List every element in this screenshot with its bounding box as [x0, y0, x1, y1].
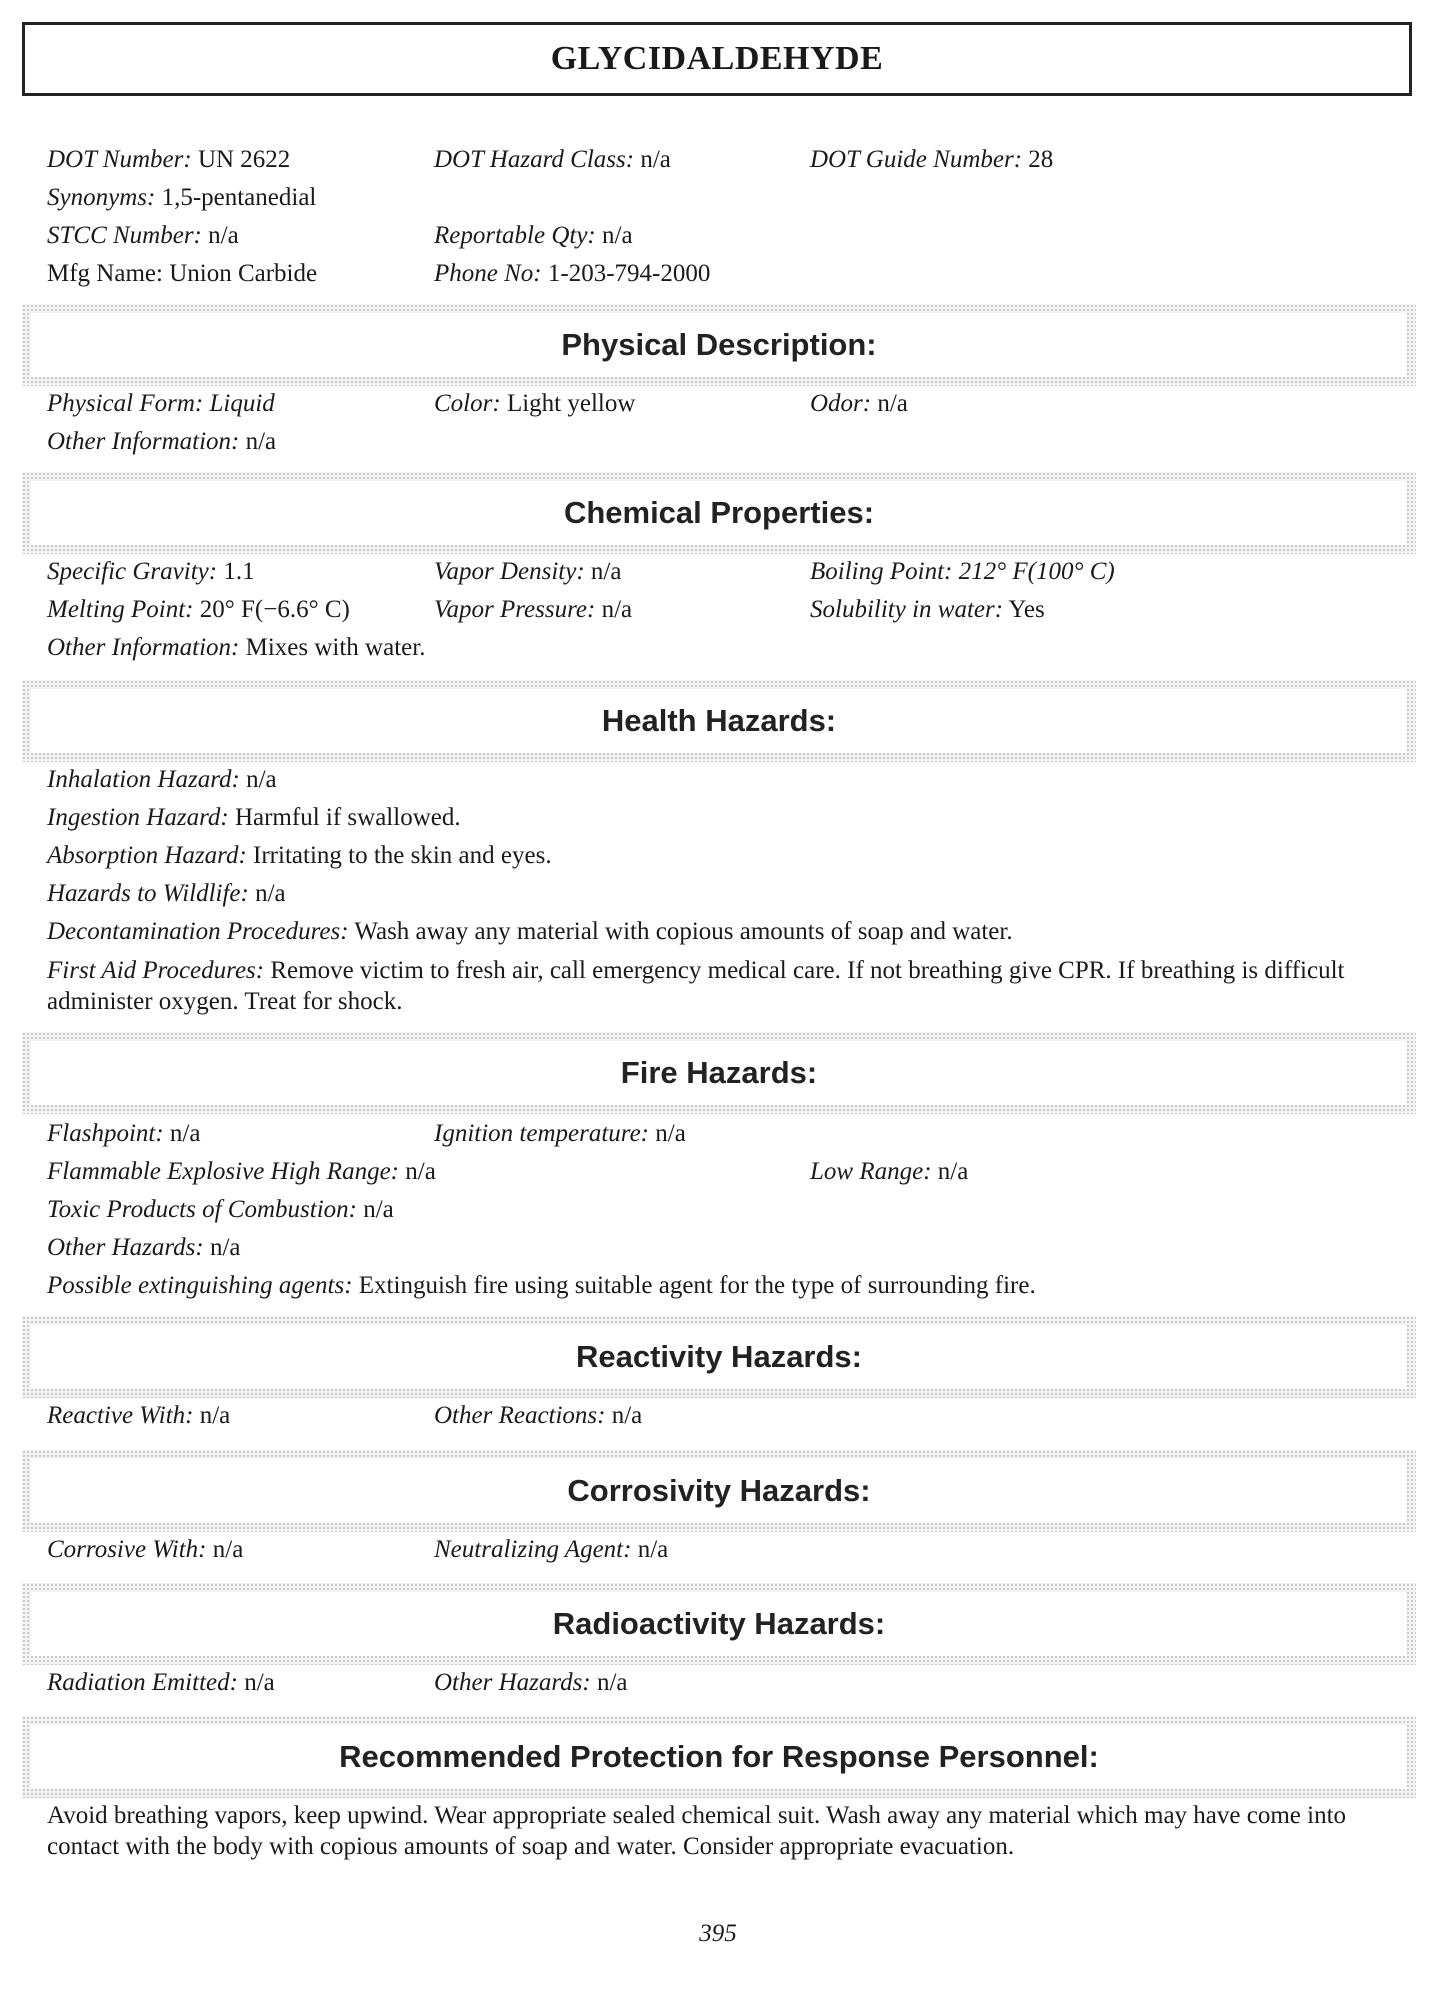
extinguishing-agents-field: Possible extinguishing agents: Extinguish fire using suitable agent for the type of surrounding fire.: [47, 1272, 1036, 1299]
header-row-2: [0, 180, 1436, 216]
other-reactions-field: Other Reactions: n/a: [434, 1402, 643, 1429]
page-number: 395: [699, 1920, 737, 1947]
stcc-number-field: STCC Number: n/a: [47, 222, 239, 249]
low-range-field: Low Range: n/a: [810, 1158, 969, 1185]
specific-gravity-field: Specific Gravity: 1.1: [47, 558, 255, 585]
synonyms-field: Synonyms: 1,5-pentanedial: [47, 184, 317, 211]
health-hazards-heading: Health Hazards:: [601, 703, 837, 738]
dot-number-field: DOT Number: UN 2622: [47, 146, 291, 173]
header-row-3: [0, 218, 1436, 254]
fire-row-3: [0, 1192, 1436, 1228]
chemical-other-information-field: Other Information: Mixes with water.: [47, 634, 426, 661]
chemical-properties-heading: Chemical Properties:: [563, 495, 875, 530]
page-title: GLYCIDALDEHYDE: [550, 40, 884, 77]
radioactivity-hazards-heading: Radioactivity Hazards:: [552, 1606, 886, 1641]
flammable-high-range-field: Flammable Explosive High Range: n/a: [47, 1158, 436, 1185]
reactivity-row: [0, 1398, 1436, 1434]
fire-row-1: [0, 1116, 1436, 1152]
protection-text: Avoid breathing vapors, keep upwind. Wear appropriate sealed chemical suit. Wash away any material which may have come into contact with the body with copious amounts of soap and water. Consider appropriate evacuation.: [47, 1802, 1347, 1860]
neutralizing-agent-field: Neutralizing Agent: n/a: [434, 1536, 669, 1563]
physical-description-band: [22, 304, 1416, 386]
phone-no-field: Phone No: 1-203-794-2000: [434, 260, 711, 287]
health-row-1: [0, 762, 1436, 798]
decontamination-procedures-field: Decontamination Procedures: Wash away any material with copious amounts of soap and water.: [47, 918, 1013, 945]
radioactivity-hazards-band: [22, 1583, 1416, 1665]
reportable-qty-field: Reportable Qty: n/a: [434, 222, 633, 249]
chemical-row-1: [0, 554, 1436, 590]
physical-form-field: Physical Form: Liquid: [47, 390, 275, 417]
header-row-4: [0, 256, 1436, 292]
vapor-pressure-field: Vapor Pressure: n/a: [434, 596, 633, 623]
radioactivity-other-hazards-field: Other Hazards: n/a: [434, 1669, 628, 1696]
fire-row-2: [0, 1154, 1436, 1190]
reactivity-hazards-heading: Reactivity Hazards:: [575, 1339, 862, 1374]
health-row-4: [0, 876, 1436, 912]
fire-hazards-heading: Fire Hazards:: [620, 1055, 818, 1090]
health-row-5: [0, 914, 1436, 950]
health-hazards-band: [22, 680, 1416, 762]
solubility-field: Solubility in water: Yes: [810, 596, 1045, 623]
boiling-point-field: Boiling Point: 212° F(100° C): [810, 558, 1115, 585]
chemical-properties-band: [22, 472, 1416, 554]
dot-guide-number-field: DOT Guide Number: 28: [810, 146, 1054, 173]
header-row-1: [0, 142, 1436, 178]
radiation-emitted-field: Radiation Emitted: n/a: [47, 1669, 275, 1696]
health-row-2: [0, 800, 1436, 836]
physical-row-1: [0, 386, 1436, 422]
reactive-with-field: Reactive With: n/a: [47, 1402, 231, 1429]
first-aid-procedures-field: First Aid Procedures: Remove victim to fresh air, call emergency medical care. If not breathing give CPR. If breathing is difficult administer oxygen. Treat for shock.: [47, 957, 1345, 1015]
absorption-hazard-field: Absorption Hazard: Irritating to the skin and eyes.: [47, 842, 552, 869]
corrosivity-hazards-heading: Corrosivity Hazards:: [567, 1473, 871, 1508]
ignition-temperature-field: Ignition temperature: n/a: [434, 1120, 686, 1147]
corrosivity-hazards-band: [22, 1450, 1416, 1532]
mfg-name-field: Mfg Name: Union Carbide: [47, 260, 318, 287]
color-field: Color: Light yellow: [434, 390, 636, 417]
fire-hazards-band: [22, 1032, 1416, 1114]
inhalation-hazard-field: Inhalation Hazard: n/a: [47, 766, 277, 793]
fire-row-5: [0, 1268, 1436, 1304]
physical-description-heading: Physical Description:: [561, 327, 877, 362]
title-box: [22, 22, 1412, 96]
reactivity-hazards-band: [22, 1316, 1416, 1398]
odor-field: Odor: n/a: [810, 390, 908, 417]
chemical-row-3: [0, 630, 1436, 666]
flashpoint-field: Flashpoint: n/a: [47, 1120, 201, 1147]
physical-row-2: [0, 424, 1436, 460]
dot-hazard-class-field: DOT Hazard Class: n/a: [434, 146, 671, 173]
vapor-density-field: Vapor Density: n/a: [434, 558, 622, 585]
physical-other-information-field: Other Information: n/a: [47, 428, 277, 455]
ingestion-hazard-field: Ingestion Hazard: Harmful if swallowed.: [47, 804, 461, 831]
health-row-3: [0, 838, 1436, 874]
protection-heading: Recommended Protection for Response Personnel:: [339, 1739, 1099, 1774]
protection-band: [22, 1716, 1416, 1798]
chemical-row-2: [0, 592, 1436, 628]
fire-row-4: [0, 1230, 1436, 1266]
fire-other-hazards-field: Other Hazards: n/a: [47, 1234, 241, 1261]
corrosive-with-field: Corrosive With: n/a: [47, 1536, 244, 1563]
toxic-products-field: Toxic Products of Combustion: n/a: [47, 1196, 394, 1223]
melting-point-field: Melting Point: 20° F(−6.6° C): [47, 596, 350, 623]
hazards-to-wildlife-field: Hazards to Wildlife: n/a: [47, 880, 286, 907]
corrosivity-row: [0, 1532, 1436, 1568]
radioactivity-row: [0, 1665, 1436, 1701]
